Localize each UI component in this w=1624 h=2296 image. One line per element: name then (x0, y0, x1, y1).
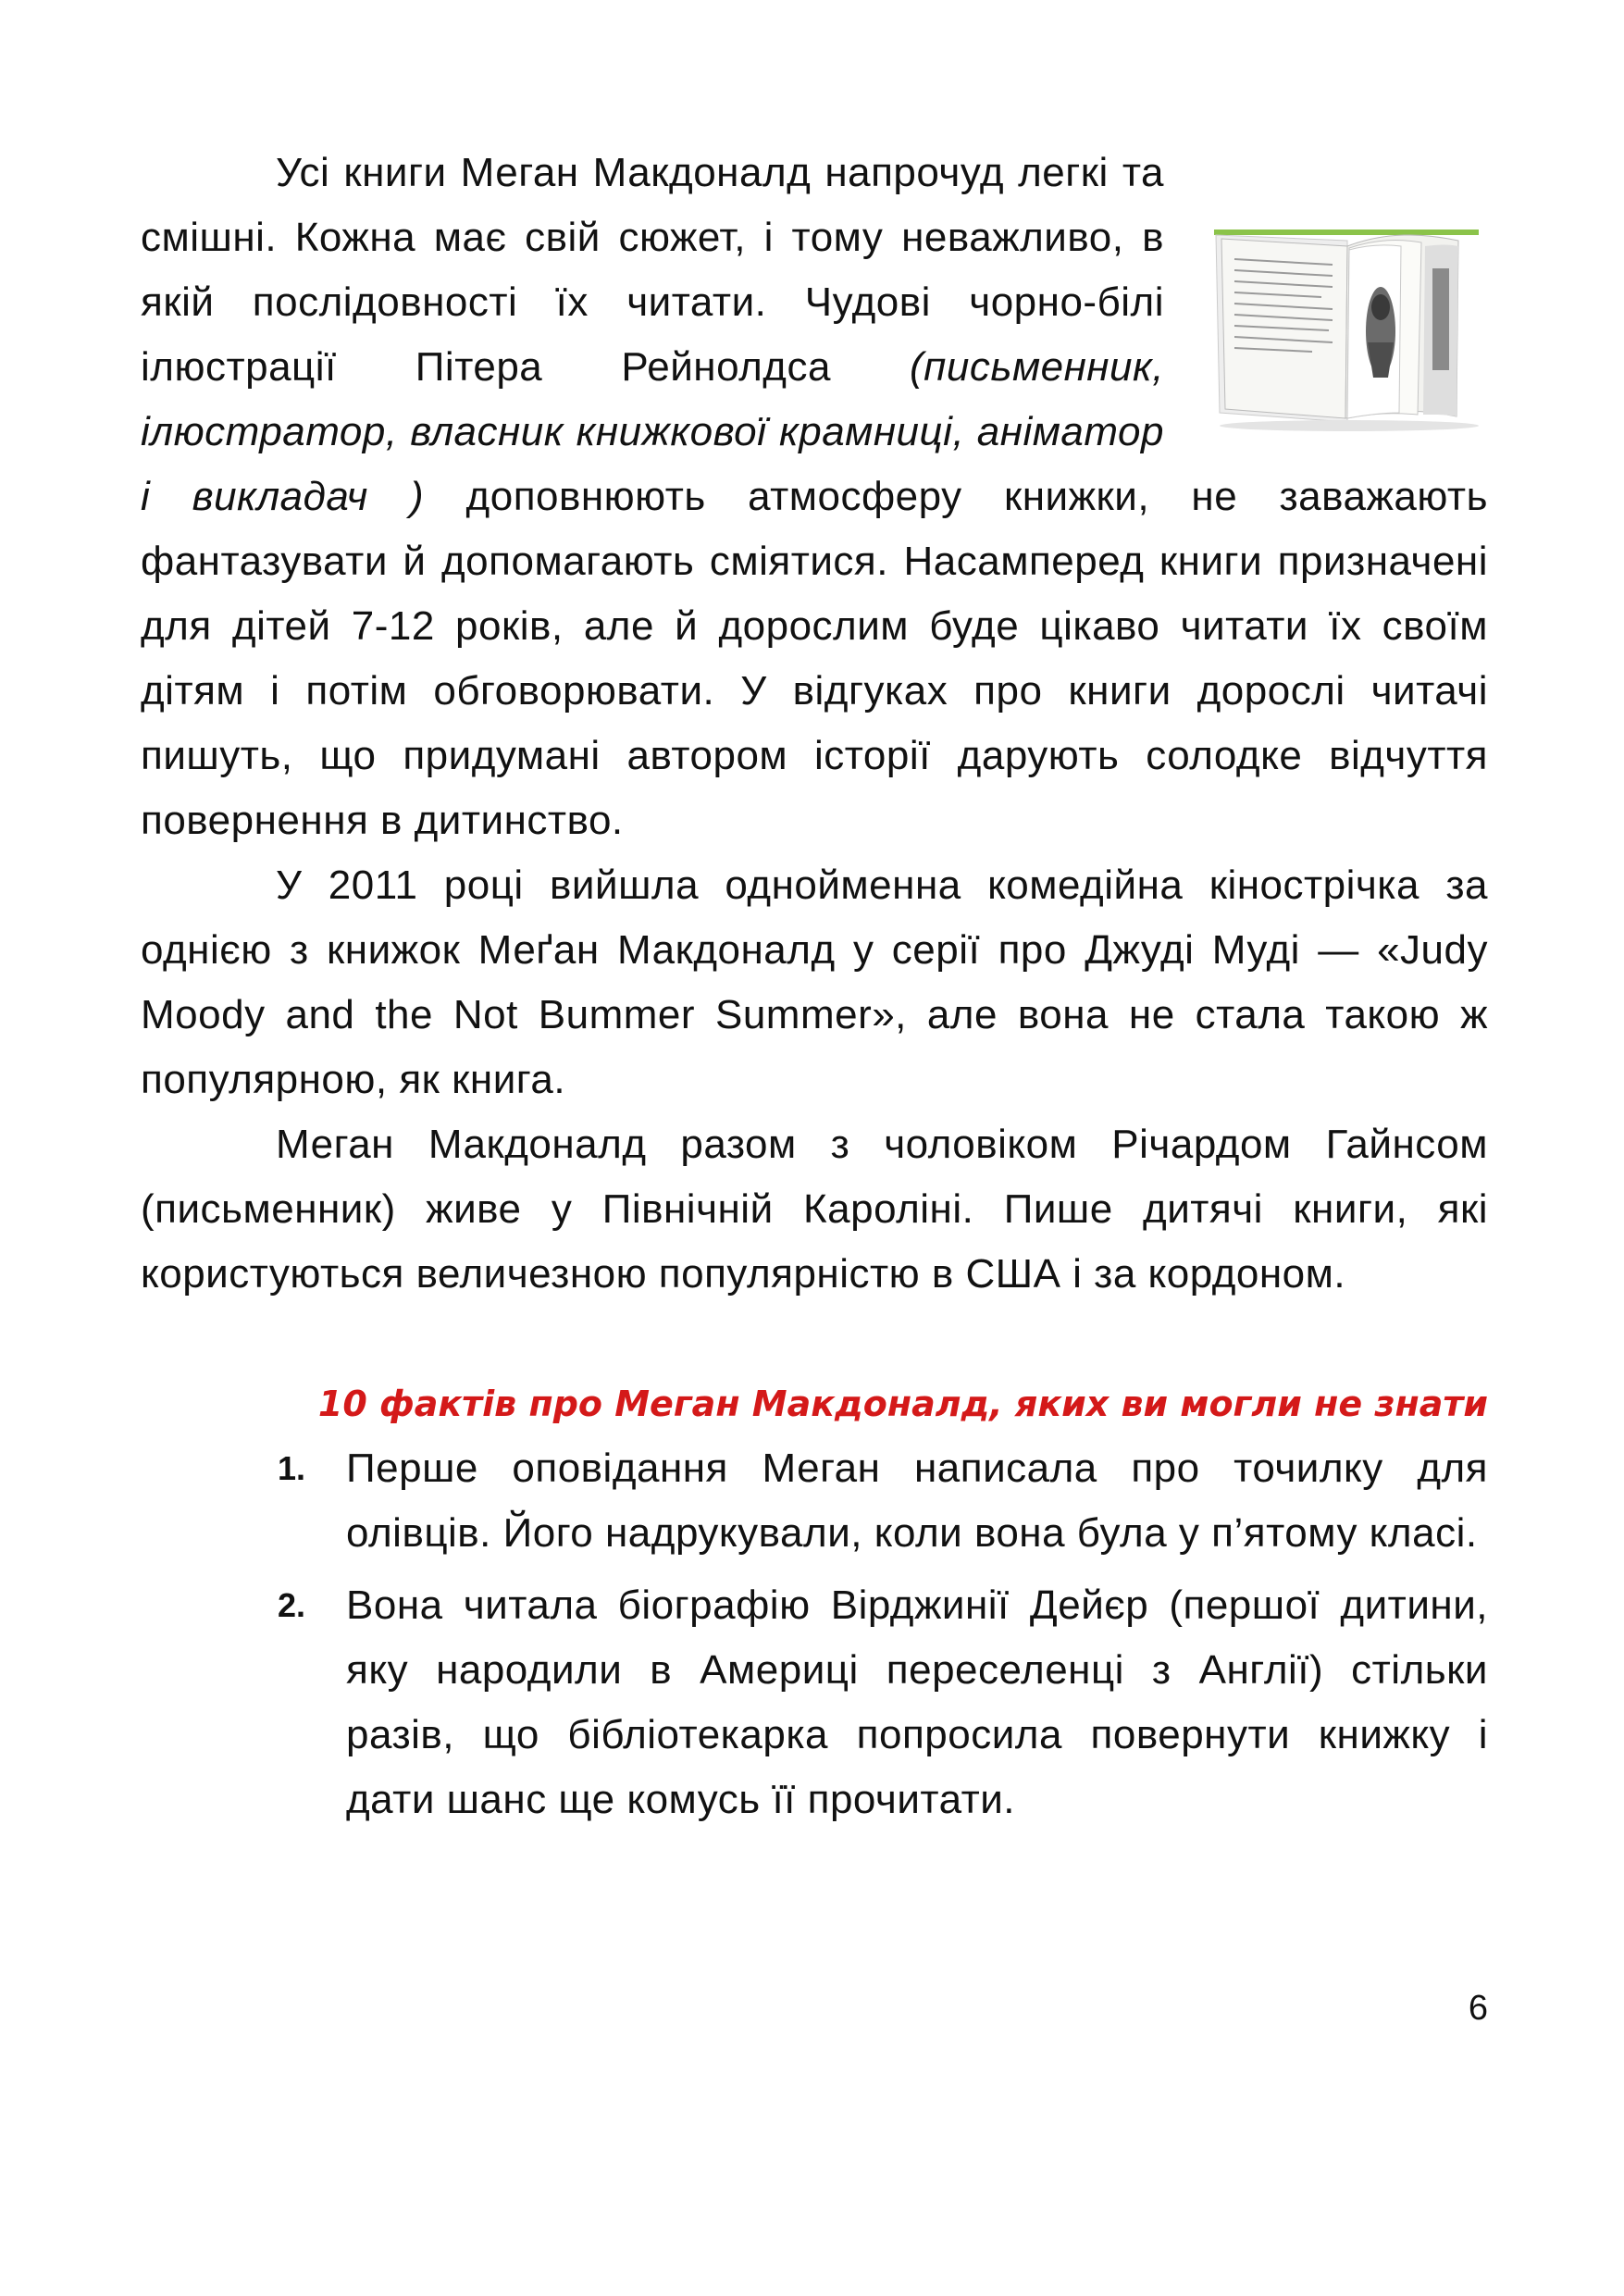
intro-text-a: Усі книги Меган Макдоналд напрочуд легкі та смішні. Кожна має свій сюжет, і тому неважливо, в якій послідовності їх читати. Чудові чорно-білі ілюстрації Пітера Рейнолдса (141, 150, 1164, 390)
facts-heading: 10 фактів про Меган Макдоналд, яких ви могли не знати (317, 1384, 1488, 1424)
facts-list (141, 1436, 1488, 1832)
intro-text-b: доповнюють атмосферу книжки, не заважають фантазувати й допомагають сміятися. Насамперед книги призначені для дітей 7-12 років, але й дорослим буде цікаво читати їх своїм дітям і потім обговорювати. У відгуках про книги дорослі читачі пишуть, що придумані автором історії дарують солодке відчуття повернення в дитинство. (141, 474, 1489, 843)
fact-item (141, 1436, 1488, 1566)
fact-number: 2. (278, 1586, 306, 1624)
biography-paragraph: Меган Макдоналд разом з чоловіком Річардом Гайнсом (письменник) живе у Північній Кароліні. Пише дитячі книги, які користуються величезною популярністю в США і за кордоном. (141, 1122, 1488, 1297)
fact-text: Перше оповідання Меган написала про точилку для олівців. Його надрукували, коли вона була у п’ятому класі. (346, 1446, 1488, 1556)
page-content (141, 141, 1488, 1832)
fact-text: Вона читала біографію Вірджинії Дейєр (першої дитини, яку народили в Америці переселенці з Англії) стільки разів, що бібліотекарка попросила повернути книжку і дати шанс ще комусь її прочитати. (346, 1582, 1488, 1822)
fact-number: 1. (278, 1449, 306, 1487)
film-paragraph: У 2011 році вийшла однойменна комедійна кінострічка за однією з книжок Меґан Макдоналд у серії про Джуді Муді — «Judy Moody and the Not Bummer Summer», але вона не стала такою ж популярною, як книга. (141, 863, 1488, 1102)
fact-item (141, 1573, 1488, 1832)
page-number: 6 (1468, 1989, 1488, 2028)
section-spacer (141, 1307, 1488, 1371)
open-book-illustration (1210, 204, 1488, 435)
illustrator-description: (письменник, ілюстратор, власник книжкової крамниці, аніматор і викладач ) (141, 344, 1164, 519)
